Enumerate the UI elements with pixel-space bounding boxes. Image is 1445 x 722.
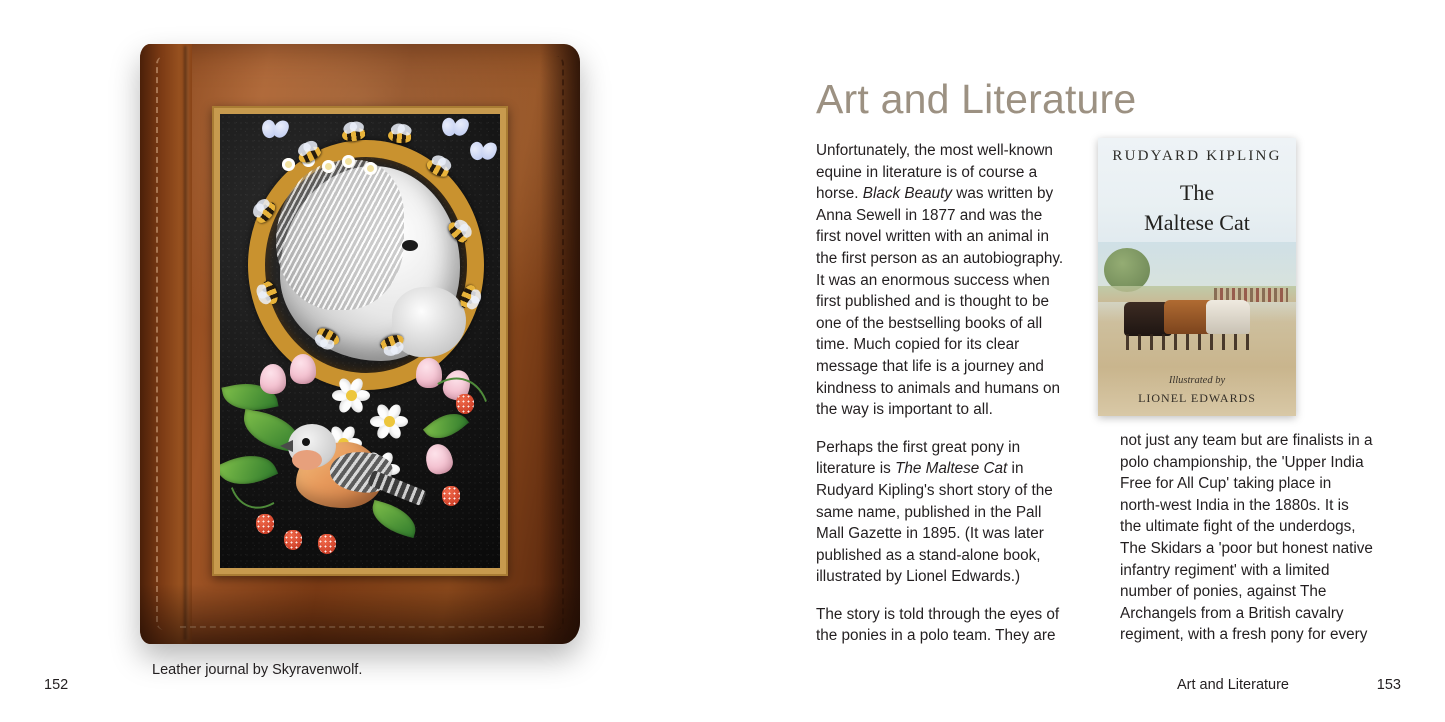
berry-icon bbox=[442, 486, 460, 506]
book-cover-title-line-2: Maltese Cat bbox=[1144, 210, 1250, 235]
bird-cheek bbox=[292, 450, 322, 470]
book-cover-illustrated-label: Illustrated by bbox=[1168, 375, 1226, 386]
tooled-art-panel bbox=[212, 106, 508, 576]
body-text-run: was written by Anna Sewell in 1877 and was the first novel written with an animal in the first person as an autobiography. It was an enormous success when first published and is thought to be one of the bestselling books of all time. Much copied for its clear message that life is a journey and kindness to animals and humans on the way is important to all. bbox=[816, 185, 1064, 419]
book-cover-illustration bbox=[1098, 242, 1296, 416]
berry-icon bbox=[256, 514, 274, 534]
body-paragraph bbox=[816, 604, 1070, 647]
book-cover-author: RUDYARD KIPLING bbox=[1112, 148, 1282, 164]
book-cover-title-line-1: The bbox=[1179, 180, 1215, 205]
bird-beak bbox=[280, 440, 293, 452]
tooled-art-background bbox=[220, 114, 500, 568]
body-text-run: Perhaps the first great pony in literature is bbox=[816, 438, 1021, 478]
body-text-run: The story is told through the eyes of the ponies in a polo team. They are bbox=[816, 605, 1060, 645]
body-paragraph bbox=[816, 437, 1070, 588]
book-title-italic: The Maltese Cat bbox=[895, 460, 1008, 478]
leather-journal-figure bbox=[140, 44, 580, 654]
journal-right-edge bbox=[540, 44, 580, 644]
horse-head-motif bbox=[280, 166, 460, 361]
body-text-run: not just any team but are finalists in a polo championship, the 'Upper India Free for All Cup' taking place in north-west India in the 1880s. It is the ultimate fight of the underdogs, The Skidars a 'poor but honest native infantry regiment' with a limited number of ponies, against The Archangels from a British cavalry regiment, with a fresh pony for every bbox=[1120, 432, 1373, 644]
running-head: Art and Literature bbox=[1176, 677, 1289, 693]
body-column-left bbox=[816, 140, 1070, 647]
body-column-right bbox=[1120, 430, 1374, 646]
daisy-flower bbox=[332, 376, 370, 414]
journal-bottom-edge bbox=[140, 584, 580, 644]
figure-caption: Leather journal by Skyravenwolf. bbox=[152, 662, 363, 678]
page-number-left: 152 bbox=[44, 677, 69, 693]
book-cover-image bbox=[1098, 138, 1296, 416]
left-page bbox=[0, 0, 722, 722]
butterfly-icon bbox=[442, 118, 468, 140]
body-text-run: in Rudyard Kipling's short story of the same name, published in the Pall Mall Gazette in 1895. (It was later published as a stand-alone book, illustrated by Lionel Edwards.) bbox=[816, 460, 1053, 586]
page-title: Art and Literature bbox=[816, 76, 1137, 123]
polo-pony-grey bbox=[1206, 300, 1250, 334]
pony-legs bbox=[1126, 334, 1252, 350]
butterfly-icon bbox=[262, 120, 288, 142]
bird-motif bbox=[286, 414, 416, 544]
book-title-italic: Black Beauty bbox=[862, 185, 953, 203]
pink-flower bbox=[260, 364, 286, 394]
page-number-right: 153 bbox=[1376, 677, 1401, 693]
right-page bbox=[722, 0, 1445, 722]
horse-eye bbox=[402, 240, 418, 251]
body-paragraph bbox=[1120, 430, 1374, 646]
book-cover-illustrator: LIONEL EDWARDS bbox=[1138, 391, 1256, 405]
bird-eye bbox=[302, 438, 310, 446]
body-text-run: Unfortunately, the most well-known equine in literature is of course a horse. bbox=[816, 142, 1053, 203]
pink-flower bbox=[290, 354, 316, 384]
body-paragraph bbox=[816, 140, 1070, 421]
butterfly-icon bbox=[470, 142, 496, 164]
leather-journal-photo bbox=[140, 44, 580, 644]
